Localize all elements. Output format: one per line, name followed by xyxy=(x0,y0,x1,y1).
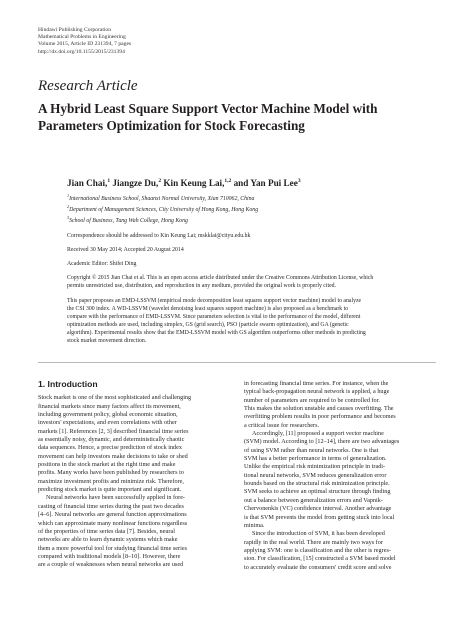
body-text-line: minima. xyxy=(244,521,265,529)
affiliation xyxy=(67,203,437,214)
academic-editor: Academic Editor: Shifei Ding xyxy=(67,260,137,267)
title-line: Parameters Optimization for Stock Forecasting xyxy=(38,118,305,133)
affiliation xyxy=(67,214,437,225)
author-list xyxy=(67,178,437,188)
body-text-line: movement can help investors make decisions to take or shed xyxy=(38,452,188,460)
body-text-line: maximize investment profits and minimize risk. Therefore, xyxy=(38,477,184,485)
journal-name: Mathematical Problems in Engineering xyxy=(38,34,126,41)
body-text-line: of using SVM rather than neural networks. One is that xyxy=(244,446,379,454)
body-text-line: This makes the solution unstable and causes overfitting. The xyxy=(244,405,394,413)
abstract-line: compare with the performance of EMD-LSSVM. Since parameters selection is vital to the performance of the model, different xyxy=(67,313,361,320)
abstract-line: optimization methods are used, including simplex, GS (grid search), PSO (particle swarm optimization), and GA (genetic xyxy=(67,321,349,328)
copyright-line: Copyright © 2015 Jian Chai et al. This is an open access article distributed under the Creative Commons Attribution License, which xyxy=(67,274,374,281)
body-text-line: overfitting problem results in poor performance and becomes xyxy=(244,413,396,421)
body-text-line: positions in the stock market at the right time and make xyxy=(38,461,176,469)
body-text-line: rapidly in the real world. There are mainly two ways for xyxy=(244,538,383,546)
body-text-line: investors' expectations, and even correlations with other xyxy=(38,419,177,427)
abstract-line: the CSI 300 index. A WD-LSSVM (wavelet denoising least squares support machine) is also proposed as a benchmark to xyxy=(67,305,349,312)
correspondence: Correspondence should be addressed to Kin Keung Lai; mskklai@cityu.edu.hk xyxy=(67,232,251,239)
body-text-line: out a balance between generalization errors and Vapnik- xyxy=(244,496,383,504)
front-matter xyxy=(67,178,437,345)
section-divider xyxy=(38,362,436,363)
body-column-right xyxy=(244,380,440,572)
affiliation-sup: 1 xyxy=(67,193,70,199)
received-date: Received 30 May 2014; Accepted 20 August 2014 xyxy=(67,246,184,253)
author-name: Yan Pui Lee xyxy=(250,178,298,189)
article-type: Research Article xyxy=(38,78,138,94)
body-text-line: Accordingly, [11] proposed a support vector machine xyxy=(252,430,384,438)
body-text-line: casting of financial time series during the past two decades xyxy=(38,502,184,510)
author-affil-sup: 1 xyxy=(107,178,111,184)
journal-header xyxy=(38,27,131,56)
body-text-line: tional neural networks, SVM reduces generalization error xyxy=(244,471,387,479)
author-name: Jian Chai, xyxy=(67,178,108,189)
body-text-line: compared with traditional models [8–10]. However, there xyxy=(38,552,181,560)
body-text-line: financial markets since many factors affect its movement, xyxy=(38,402,181,410)
section-heading: 1. Introduction xyxy=(38,379,98,389)
body-text-line: as essentially noisy, dynamic, and deterministically chaotic xyxy=(38,436,185,444)
body-text-line: networks are able to learn dynamic systems which make xyxy=(38,536,178,544)
body-text-line: applying SVM: one is classification and the other is regres- xyxy=(244,546,391,554)
body-text-line: SVM seeks to achieve an optimal structure through finding xyxy=(244,488,391,496)
body-text-line: is that SVM prevents the model from getting stuck into local xyxy=(244,513,395,521)
body-text-line: (SVM) model. According to [12–14], there are two advantages xyxy=(244,438,400,446)
body-text-line: including government policy, global economic situation, xyxy=(38,411,178,419)
affiliation-text: Department of Management Sciences, City University of Hong Kong, Hong Kong xyxy=(69,206,259,213)
copyright-line: permits unrestricted use, distribution, and reproduction in any medium, provided the original work is properly cited. xyxy=(67,282,337,289)
body-text-line: to accurately evaluate the consumers' credit score and solve xyxy=(244,563,392,571)
affiliation-sup: 3 xyxy=(67,214,70,220)
body-text-line: in forecasting financial time series. For instance, when the xyxy=(244,380,389,387)
body-text-line: data sequences. Hence, a precise prediction of stock index xyxy=(38,444,182,452)
journal-doi-link[interactable]: http://dx.doi.org/10.1155/2015/231394 xyxy=(38,48,125,55)
body-text-line: a critical issue for researchers. xyxy=(244,421,320,429)
abstract-line: algorithm). Experimental results show that the EMD-LSSVM model with GS algorithm outperforms other methods in predicting xyxy=(67,329,366,336)
body-text-line: of the properties of time series data [7]. Besides, neural xyxy=(38,527,175,535)
body-text-line: predicting stock market is quite important and significant. xyxy=(38,486,182,494)
affiliation xyxy=(67,192,437,203)
copyright-notice xyxy=(67,274,437,290)
abstract xyxy=(67,297,437,345)
body-text-line: bounds based on the structural risk minimization principle. xyxy=(244,480,390,488)
author-name: Jiangze Du, xyxy=(112,178,159,189)
publisher-name: Hindawi Publishing Corporation xyxy=(38,27,112,33)
body-text-line: Stock market is one of the most sophisticated and challenging xyxy=(38,394,192,402)
author-affil-sup: 3 xyxy=(297,178,301,184)
body-text-line: SVM has a better performance in terms of generalization. xyxy=(244,455,387,463)
body-text-line: [4–6]. Neural networks are general function approximations xyxy=(38,511,187,519)
body-text-line: Unlike the empirical risk minimization principle in tradi- xyxy=(244,463,386,471)
paper-title xyxy=(38,100,438,134)
journal-volume: Volume 2015, Article ID 231394, 7 pages xyxy=(38,41,132,48)
body-column-left xyxy=(38,380,234,570)
affiliations xyxy=(67,192,437,225)
body-text-line: typical back-propagation neural network is applied, a huge xyxy=(244,388,390,396)
body-text-line: Since the introduction of SVM, it has been developed xyxy=(252,530,385,538)
author-name: Kin Keung Lai, xyxy=(163,178,225,189)
body-text-line: them a more powerful tool for studying financial time series xyxy=(38,544,187,552)
body-text-line: number of parameters are required to be controlled for. xyxy=(244,396,380,404)
body-text-line: markets [1]. References [2, 3] described financial time series xyxy=(38,427,189,435)
body-text-line: Chervonenkis (VC) confidence interval. Another advantage xyxy=(244,505,392,513)
body-text-line: Neural networks have been successfully applied in fore- xyxy=(46,494,185,502)
body-text-line: profits. Many works have been published by researchers to xyxy=(38,469,184,477)
author-affil-sup: 1,2 xyxy=(224,178,232,184)
affiliation-sup: 2 xyxy=(67,203,70,209)
body-text-line: which can approximate many nonlinear functions regardless xyxy=(38,519,188,527)
body-text-line: sion. For classification, [15] constructed a SVM based model xyxy=(244,555,396,563)
body-text-line: are a couple of weaknesses when neural networks are used xyxy=(38,561,184,569)
article-meta xyxy=(67,232,437,345)
title-line: A Hybrid Least Square Support Vector Machine Model with xyxy=(38,101,378,116)
abstract-line: stock market movement direction. xyxy=(67,337,147,344)
affiliation-text: School of Business, Tung Wah College, Hong Kong xyxy=(69,217,188,224)
author-separator: and xyxy=(231,178,251,189)
affiliation-text: International Business School, Shaanxi Normal University, Xian 710062, China xyxy=(69,195,255,202)
author-affil-sup: 2 xyxy=(158,178,162,184)
abstract-line: This paper proposes an EMD-LSSVM (empirical mode decomposition least squares support vector machine) model to analyze xyxy=(67,297,362,304)
